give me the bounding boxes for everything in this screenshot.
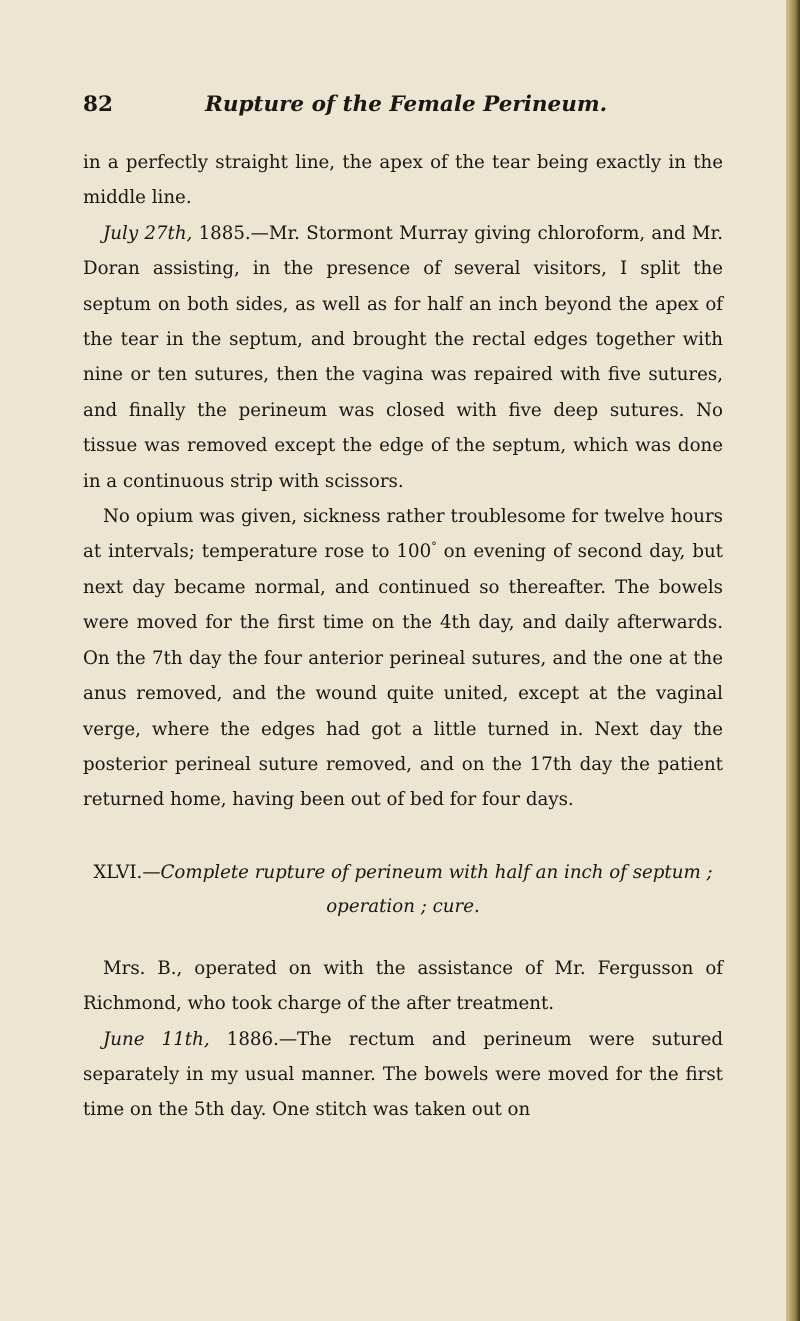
- case-number: XLVI.—: [93, 861, 161, 883]
- recovery-text-end: on evening of second day, but next day became normal, and continued so thereafter. The bowels were moved for the first time on the 4th day, and daily afterwards. On the 7th day the four anterior perineal sutures, and the one at the anus removed, and the wound quite united, except at the vaginal verge, where the edges had got a little turned in. Next day the posterior perineal suture removed, and on the 17th day the patient returned home, having been out of bed for four days.: [83, 541, 723, 811]
- paragraph-june-text: 1886.—The rectum and perineum were sutured separately in my usual manner. The bowels were moved for the first time on the 5th day. One stitch was taken out on: [83, 1028, 723, 1121]
- recovery-text-start: No opium was given, sickness rather troublesome for twelve hours at intervals; temperature rose to 100: [83, 506, 723, 563]
- paragraph-july-operation: [83, 216, 723, 499]
- page-number: 82: [83, 92, 113, 117]
- page-header: [83, 92, 723, 132]
- degree-symbol: °: [431, 540, 437, 554]
- case-heading: [83, 856, 723, 924]
- date-july: July 27th,: [103, 222, 193, 244]
- page-edge-strip: [786, 0, 800, 1321]
- paragraph-june-operation: [83, 1022, 723, 1128]
- paragraph-continuation: in a perfectly straight line, the apex of the tear being exactly in the middle line.: [83, 152, 723, 209]
- paragraph-july-text: 1885.—Mr. Stormont Murray giving chloroform, and Mr. Doran assisting, in the presence of several visitors, I split the septum on both sides, as well as for half an inch beyond the apex of the tear in the septum, and brought the rectal edges together with nine or ten sutures, then the vagina was repaired with five sutures, and finally the perineum was closed with five deep sutures. No tissue was removed except the edge of the septum, which was done in a continuous strip with scissors.: [83, 222, 723, 492]
- paragraph-recovery: [83, 499, 723, 818]
- date-june: June 11th,: [103, 1028, 210, 1050]
- running-title: Rupture of the Female Perineum.: [205, 92, 608, 117]
- paragraph-patient: Mrs. B., operated on with the assistance of Mr. Fergusson of Richmond, who took charge of the after treatment.: [83, 957, 723, 1015]
- case-title: Complete rupture of perineum with half an inch of septum ; operation ; cure.: [160, 861, 713, 917]
- body-text: [83, 145, 723, 1128]
